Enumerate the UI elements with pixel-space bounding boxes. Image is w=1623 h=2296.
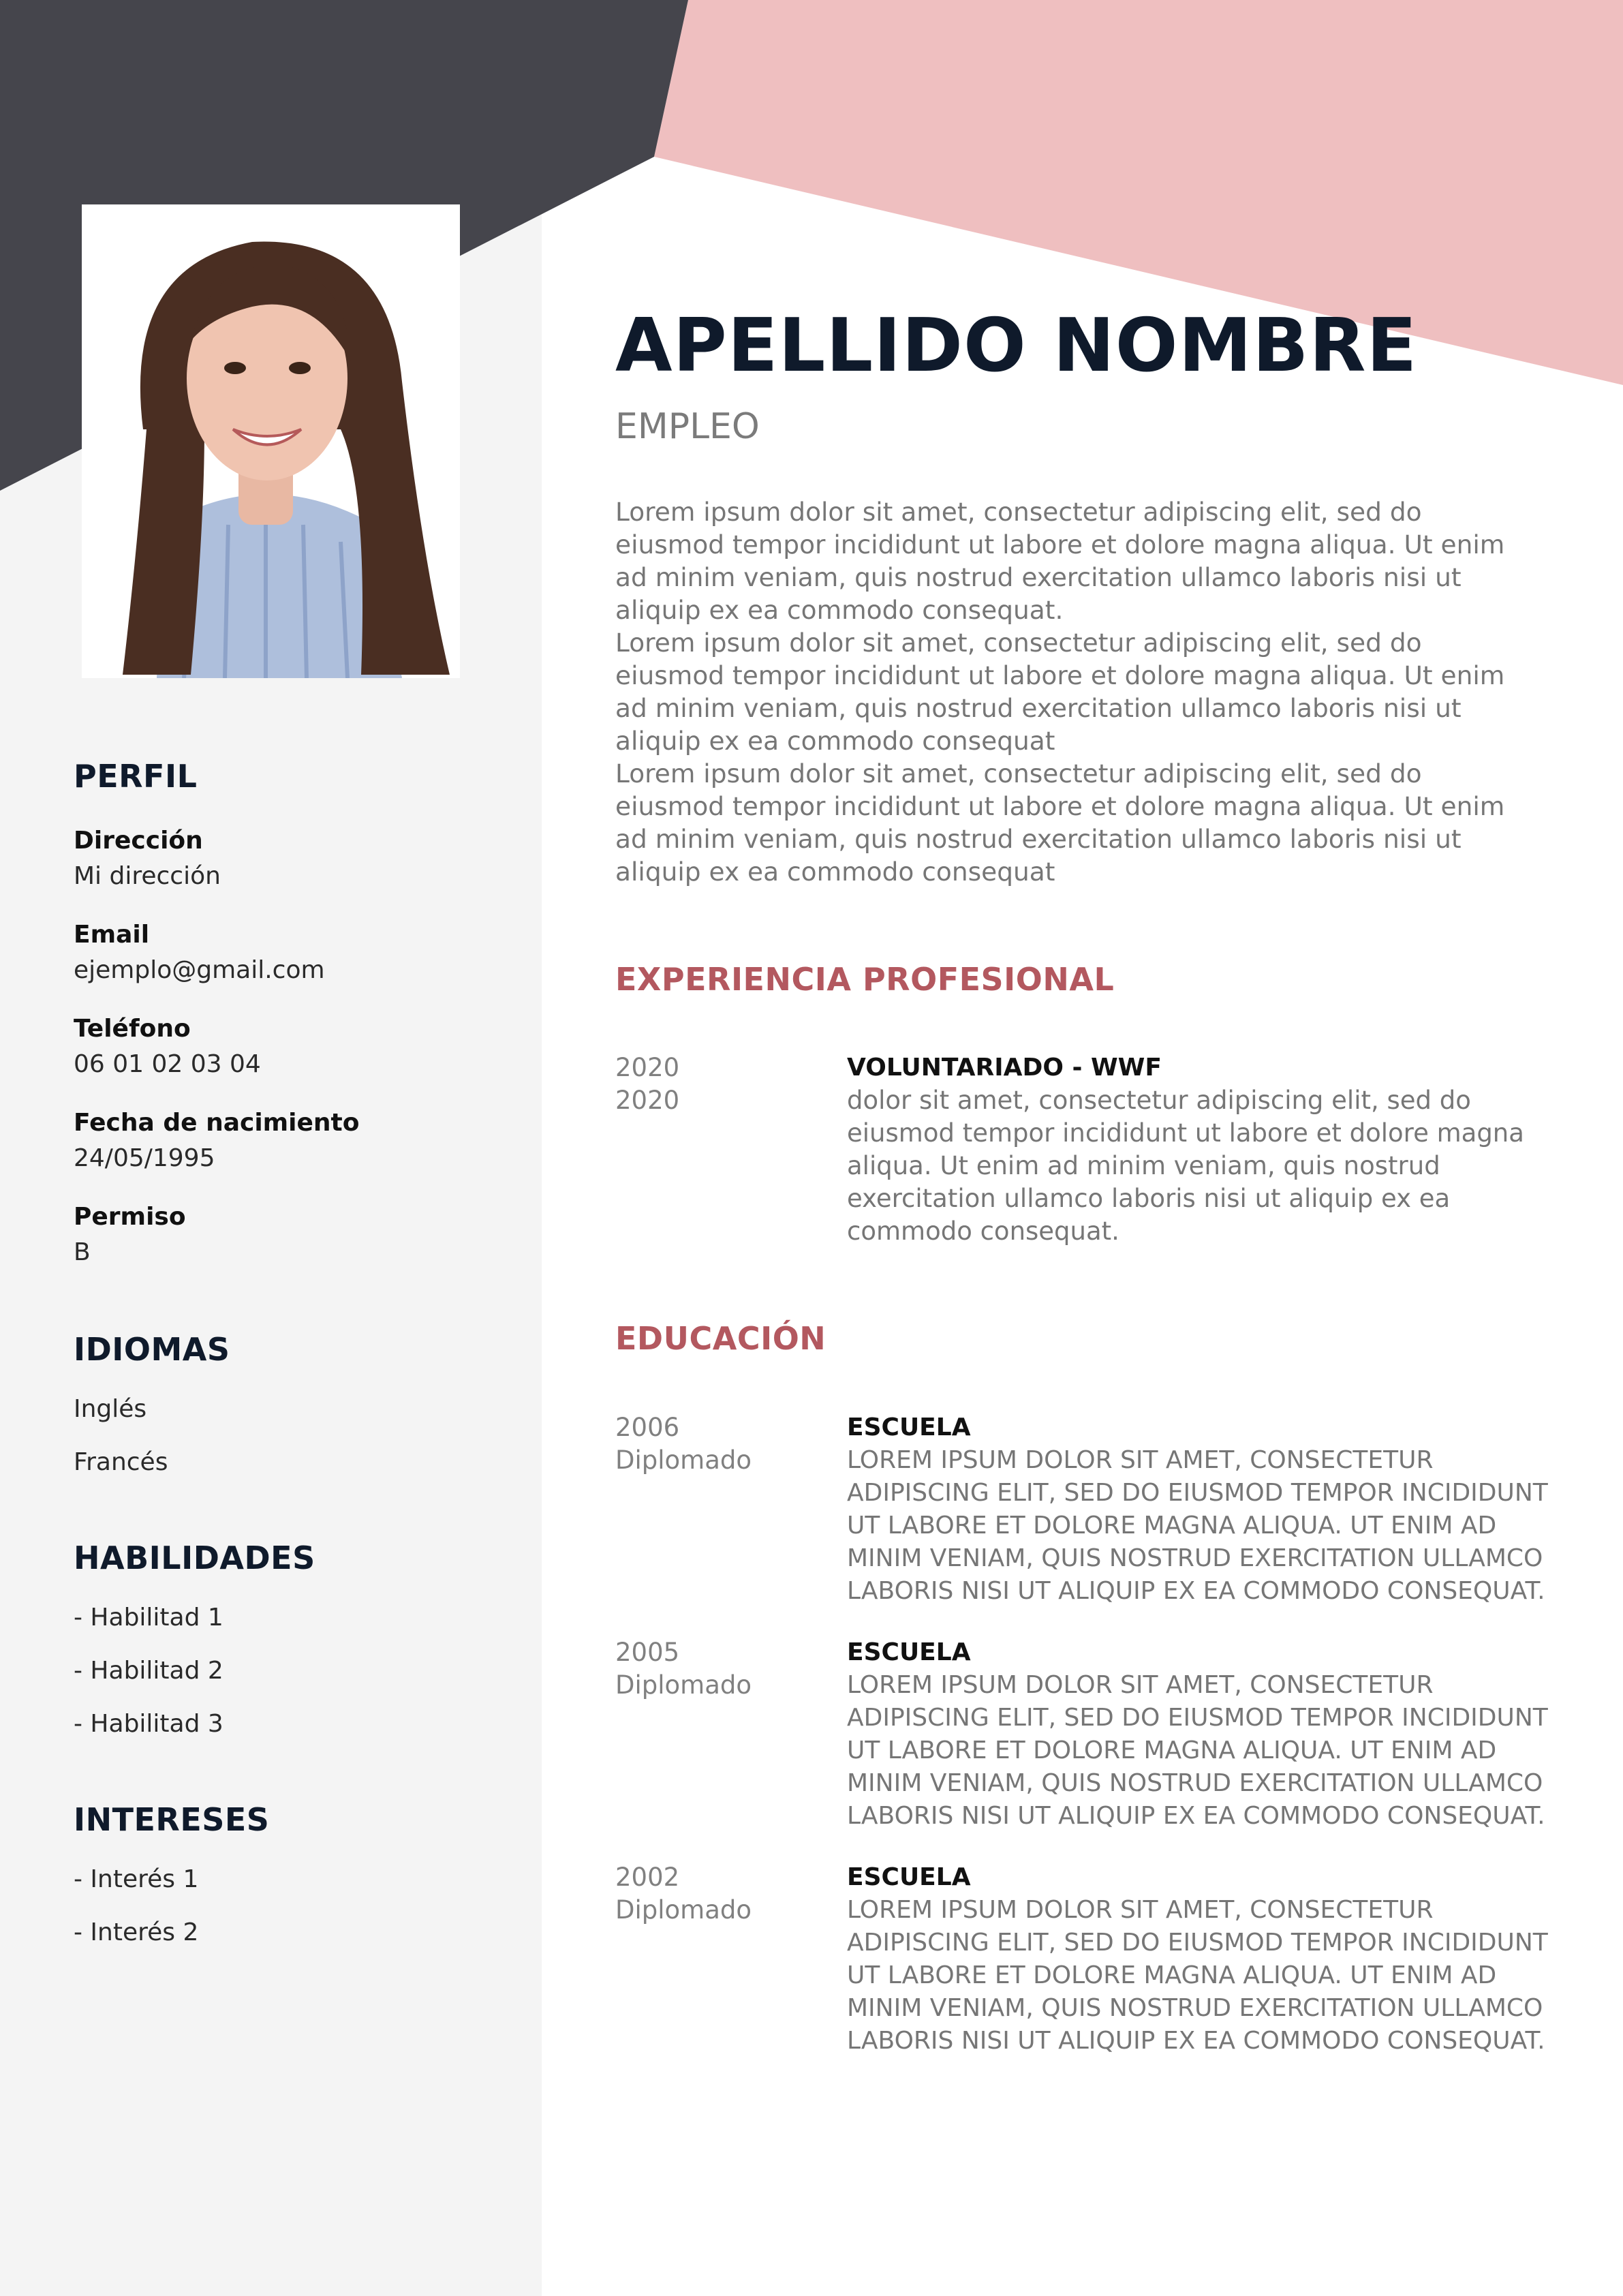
language-item: Francés bbox=[74, 1448, 168, 1476]
summary-paragraph: Lorem ipsum dolor sit amet, consectetur adipiscing elit, sed do eiusmod tempor incididunt ut labore et dolore magna aliqua. Ut enim ad minim veniam, quis nostrud exercitation ullamco laboris nisi ut aliquip ex ea commodo consequat bbox=[615, 628, 1505, 756]
languages-list bbox=[74, 1392, 168, 1498]
entry-description: dolor sit amet, consectetur adipiscing elit, sed do eiusmod tempor incididunt ut labore et dolore magna aliqua. Ut enim ad minim veniam, quis nostrud exercitation ullamco laboris nisi ut aliquip ex ea commodo consequat. bbox=[847, 1086, 1524, 1246]
entry-period bbox=[615, 1052, 840, 1117]
summary-paragraph: Lorem ipsum dolor sit amet, consectetur adipiscing elit, sed do eiusmod tempor incididunt ut labore et dolore magna aliqua. Ut enim ad minim veniam, quis nostrud exercitation ullamco laboris nisi ut aliquip ex ea commodo consequat bbox=[615, 759, 1505, 887]
job-title: EMPLEO bbox=[615, 406, 760, 447]
interests-heading: INTERESES bbox=[74, 1801, 270, 1838]
period-start: 2020 bbox=[615, 1053, 680, 1082]
entry-year: 2005 bbox=[615, 1638, 680, 1667]
profile-field-phone bbox=[74, 1011, 261, 1082]
entry-title: ESCUELA bbox=[847, 1413, 971, 1441]
profile-photo bbox=[82, 204, 460, 678]
field-value: 06 01 02 03 04 bbox=[74, 1050, 261, 1078]
entry-content bbox=[847, 1636, 1549, 1833]
entry-degree: Diplomado bbox=[615, 1670, 752, 1700]
field-label: Email bbox=[74, 921, 150, 949]
entry-title: ESCUELA bbox=[847, 1863, 971, 1891]
skill-item: - Habilitad 1 bbox=[74, 1604, 223, 1632]
profile-field-license bbox=[74, 1199, 186, 1270]
portrait-illustration bbox=[82, 204, 460, 678]
interests-list bbox=[74, 1862, 198, 1968]
experience-heading: EXPERIENCIA PROFESIONAL bbox=[615, 961, 1115, 998]
profile-field-address bbox=[74, 823, 221, 894]
entry-content bbox=[847, 1411, 1549, 1608]
entry-description: LOREM IPSUM DOLOR SIT AMET, CONSECTETUR ADIPISCING ELIT, SED DO EIUSMOD TEMPOR INCIDIDUNT UT LABORE ET DOLORE MAGNA ALIQUA. UT ENIM AD MINIM VENIAM, QUIS NOSTRUD EXERCITATION ULLAMCO LABORIS NISI UT ALIQUIP EX EA COMMODO CONSEQUAT. bbox=[847, 1446, 1548, 1605]
field-value: ejemplo@gmail.com bbox=[74, 956, 325, 984]
field-label: Dirección bbox=[74, 827, 203, 855]
languages-heading: IDIOMAS bbox=[74, 1331, 230, 1368]
period-end: 2020 bbox=[615, 1086, 680, 1115]
profile-field-email bbox=[74, 917, 325, 988]
entry-title: ESCUELA bbox=[847, 1638, 971, 1666]
entry-content bbox=[847, 1861, 1549, 2057]
skills-list bbox=[74, 1600, 223, 1760]
person-name: APELLIDO NOMBRE bbox=[615, 303, 1418, 388]
entry-period bbox=[615, 1861, 840, 1927]
entry-period bbox=[615, 1636, 840, 1702]
skill-item: - Habilitad 3 bbox=[74, 1710, 223, 1738]
interest-item: - Interés 1 bbox=[74, 1865, 199, 1893]
entry-degree: Diplomado bbox=[615, 1895, 752, 1925]
entry-period bbox=[615, 1411, 840, 1477]
interest-item: - Interés 2 bbox=[74, 1918, 199, 1946]
summary bbox=[615, 495, 1521, 888]
entry-content bbox=[847, 1052, 1549, 1248]
entry-year: 2006 bbox=[615, 1413, 680, 1442]
field-value: B bbox=[74, 1238, 91, 1266]
language-item: Inglés bbox=[74, 1395, 147, 1423]
skills-heading: HABILIDADES bbox=[74, 1540, 315, 1576]
education-heading: EDUCACIÓN bbox=[615, 1320, 826, 1357]
field-label: Fecha de nacimiento bbox=[74, 1109, 360, 1137]
field-label: Permiso bbox=[74, 1203, 186, 1231]
profile-heading: PERFIL bbox=[74, 758, 198, 795]
entry-year: 2002 bbox=[615, 1863, 680, 1892]
profile-field-birthdate bbox=[74, 1105, 360, 1176]
field-value: Mi dirección bbox=[74, 862, 221, 890]
entry-degree: Diplomado bbox=[615, 1445, 752, 1475]
summary-paragraph: Lorem ipsum dolor sit amet, consectetur adipiscing elit, sed do eiusmod tempor incididunt ut labore et dolore magna aliqua. Ut enim ad minim veniam, quis nostrud exercitation ullamco laboris nisi ut aliquip ex ea commodo consequat. bbox=[615, 497, 1505, 625]
entry-description: LOREM IPSUM DOLOR SIT AMET, CONSECTETUR ADIPISCING ELIT, SED DO EIUSMOD TEMPOR INCIDIDUNT UT LABORE ET DOLORE MAGNA ALIQUA. UT ENIM AD MINIM VENIAM, QUIS NOSTRUD EXERCITATION ULLAMCO LABORIS NISI UT ALIQUIP EX EA COMMODO CONSEQUAT. bbox=[847, 1896, 1548, 2055]
field-label: Teléfono bbox=[74, 1015, 191, 1043]
skill-item: - Habilitad 2 bbox=[74, 1657, 223, 1685]
entry-title: VOLUNTARIADO - WWF bbox=[847, 1054, 1162, 1082]
entry-description: LOREM IPSUM DOLOR SIT AMET, CONSECTETUR ADIPISCING ELIT, SED DO EIUSMOD TEMPOR INCIDIDUNT UT LABORE ET DOLORE MAGNA ALIQUA. UT ENIM AD MINIM VENIAM, QUIS NOSTRUD EXERCITATION ULLAMCO LABORIS NISI UT ALIQUIP EX EA COMMODO CONSEQUAT. bbox=[847, 1671, 1548, 1830]
field-value: 24/05/1995 bbox=[74, 1144, 215, 1172]
